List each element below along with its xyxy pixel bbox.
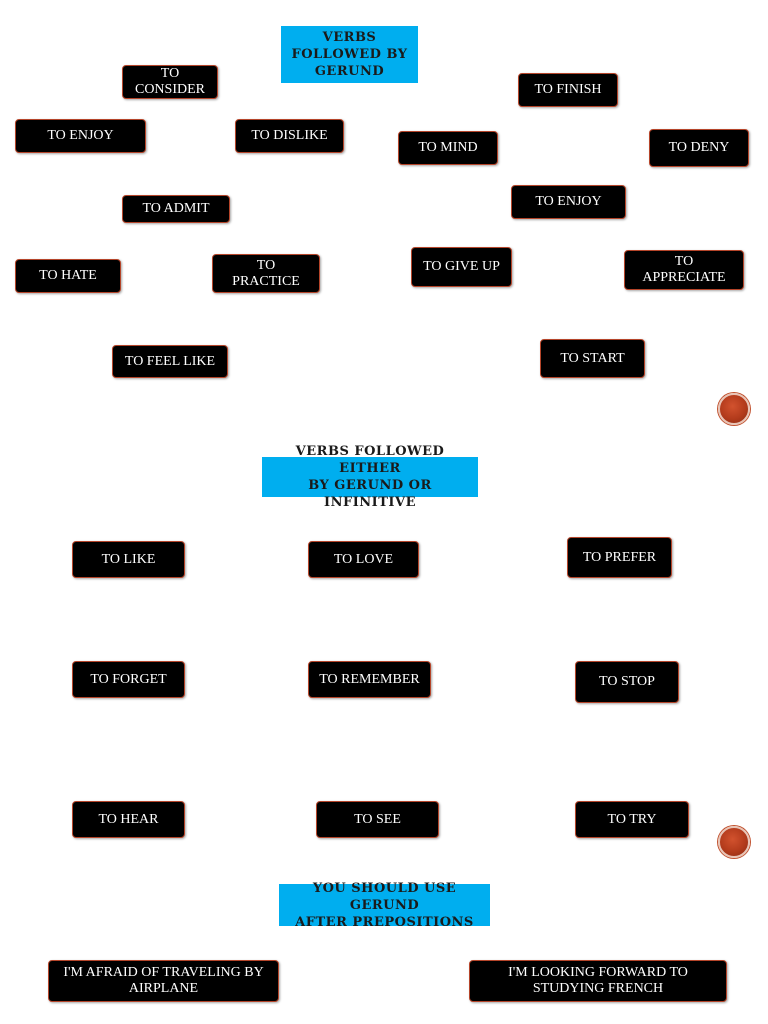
chip-to-start: TO START [540, 339, 645, 378]
chip-to-practice: TO PRACTICE [212, 254, 320, 293]
chip-to-finish: TO FINISH [518, 73, 618, 107]
chip-to-love: TO LOVE [308, 541, 419, 578]
chip-to-feel-like: TO FEEL LIKE [112, 345, 228, 378]
chip-afraid-of-traveling: I'M AFRAID OF TRAVELING BY AIRPLANE [48, 960, 279, 1002]
chip-to-appreciate: TO APPRECIATE [624, 250, 744, 290]
chip-to-mind: TO MIND [398, 131, 498, 165]
chip-to-enjoy-left: TO ENJOY [15, 119, 146, 153]
chip-to-like: TO LIKE [72, 541, 185, 578]
chip-to-deny: TO DENY [649, 129, 749, 167]
chip-to-consider: TO CONSIDER [122, 65, 218, 99]
heading-gerund-after-prepositions: YOU SHOULD USE GERUND AFTER PREPOSITIONS [279, 884, 490, 926]
chip-looking-forward: I'M LOOKING FORWARD TO STUDYING FRENCH [469, 960, 727, 1002]
red-circle-bullet-icon [718, 393, 750, 425]
chip-to-dislike: TO DISLIKE [235, 119, 344, 153]
chip-to-prefer: TO PREFER [567, 537, 672, 578]
chip-to-enjoy-right: TO ENJOY [511, 185, 626, 219]
heading-verbs-gerund-or-infinitive: VERBS FOLLOWED EITHER BY GERUND OR INFINITIVE [262, 457, 478, 497]
chip-to-try: TO TRY [575, 801, 689, 838]
heading-verbs-gerund: VERBS FOLLOWED BY GERUND [281, 26, 418, 83]
chip-to-stop: TO STOP [575, 661, 679, 703]
chip-to-give-up: TO GIVE UP [411, 247, 512, 287]
chip-to-see: TO SEE [316, 801, 439, 838]
chip-to-hate: TO HATE [15, 259, 121, 293]
red-circle-bullet-icon [718, 826, 750, 858]
chip-to-forget: TO FORGET [72, 661, 185, 698]
chip-to-remember: TO REMEMBER [308, 661, 431, 698]
chip-to-hear: TO HEAR [72, 801, 185, 838]
chip-to-admit: TO ADMIT [122, 195, 230, 223]
